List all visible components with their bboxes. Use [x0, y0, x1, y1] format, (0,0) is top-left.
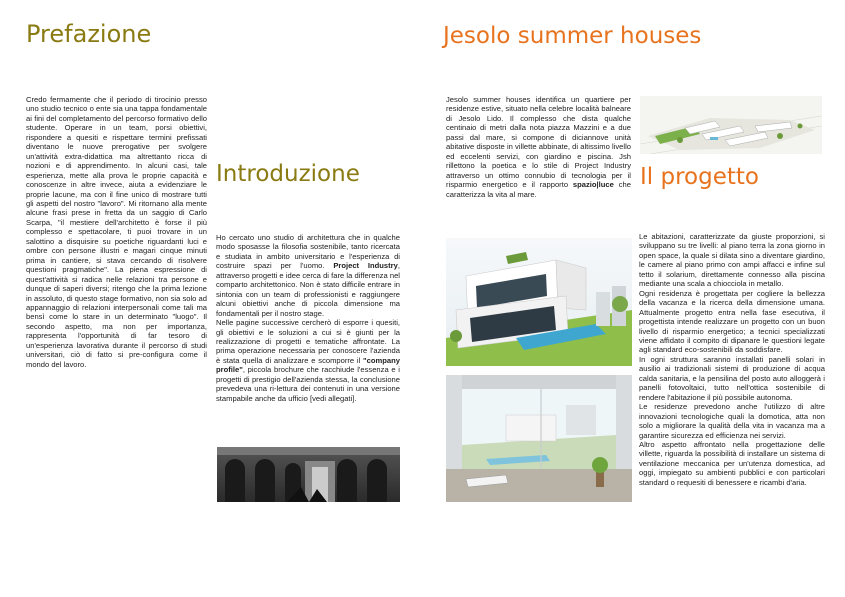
introduction-title: Introduzione — [216, 161, 360, 187]
aerial-site-plan-image — [640, 96, 822, 154]
project-paragraph: Ogni residenza è progettata per cogliere la bellezza della vacanza e la ricerca della dimensione umana. Attualmente progetto entra nella fase esecutiva, il progettista intende realizzare un progetto con un buon livello di risparmio energetico; a tecnici specializzati viene affidato il compito di dipanare le questioni legate agli standard eco-sostenibili da soddisfare. — [639, 288, 825, 355]
preface-text: Credo fermamente che il periodo di tirocinio presso uno studio tecnico o ente sia una tappa fondamentale ai fini del completamento del percorso formativo dello studente. Operare in un team, porsi obiettivi, rispondere a quesiti e rispettare termini prefissati diventano le nuove prerogative per svolgere un'attività extra-didattica ma altrettanto ricca di nozioni e di apprendimento. In alcuni casi, tale esperienza, mette alla prova le proprie capacità e conoscenze in altre invece, aiuta a evidenziare le proprie lacune, ma con il fine unico di mostrare tutti gli aspetti del nostro "lavoro". Mi ritornano alla mente alcune frasi prese in fretta da un saggio di Carlo Scarpa, "il mestiere dell'architetto è forse il più complesso e spettacolare, ti puoi trovare in un salottino a disquisire su poetiche riguardanti luci e ombre con persone illustri e magari cinque minuti prima in cantiere, si stava cercando di risolvere questioni pragmatiche". La piena espressione di quest'attività si radica nelle relazioni tra persone e dunque di saperi diversi; ritengo che la prima lezione in assoluto, di questo stage formativo, non sia solo ad appannaggio di relazioni interpersonali come tali ma bensì come lo stare in un determinato "luogo". Il secondo aspetto, ma non per importanza, rappresenta l'opportunità di far tesoro di un'esperienza lavorativa durante il percorso di studi universitari, ciò di fatto si pre-configura come il mondo del lavoro. — [26, 95, 207, 369]
company-name: Project Industry — [333, 261, 398, 271]
jesolo-title: Jesolo summer houses — [443, 23, 702, 49]
house-exterior-render — [446, 238, 632, 366]
introduction-paragraph-1: Ho cercato uno studio di architettura che in qualche modo sposasse la filosofia sostenibile, tanto ricercata e studiata in ambito universitario e l'esperienza di costruire spazi per l'uomo. Project Industry, attraverso progetti e idee cerca di fare la differenza nel comparto architettonico. Non è stato difficile entrare in sintonia con un team di professionisti e raggiungere alcuni obiettivi anche di piccola dimensione ma fondamentali per il nostro stage. — [216, 233, 400, 318]
company-profile-term: "company profile" — [216, 355, 400, 375]
introduction-text — [216, 233, 400, 403]
project-paragraph: In ogni struttura saranno installati panelli solari in ausilio ai tradizionali sistemi di produzione di acqua calda sanitaria, e la pensilina del posto auto alloggerà i panelli fotovoltaici, tutto nell'ottica sostenibile di rendere l'abitazione il più possibile autonoma. — [639, 354, 825, 402]
introduction-paragraph-2: Nelle pagine successive cercherò di esporre i quesiti, gli obiettivi e le soluzioni a cui si è giunti per la realizzazione di progetti e tematiche affrontate. La prima operazione necessaria per conoscere l'azienda è stata quella di analizzare e scomporre il "company profile", piccola brochure che racchiude l'essenza e i progetti di prestigio dell'azienda stessa, la conclusione prevedeva una ri-lettura dei contenuti in una versione stampabile anche da ufficio [vedi allegati]. — [216, 318, 400, 403]
house-interior-render — [446, 375, 632, 502]
project-paragraph: Le residenze prevedono anche l'utilizzo di altre innovazioni tecnologiche quali la domotica, atta non solo a migliorare la qualità della vita in vacanza ma a garantire sicurezza ed efficienza nei servizi. — [639, 402, 825, 440]
cloister-photo — [217, 447, 400, 502]
project-text — [639, 232, 825, 487]
project-paragraph: Altro aspetto affrontato nella progettazione delle villette, riguarda la possibilità di installare un sistema di ventilazione meccanica per un'utenza domestica, ad oggi, impiegato su ambienti pubblici e con particolari standard o requesiti di benessere e ricambi d'aria. — [639, 439, 825, 487]
project-paragraph: Le abitazioni, caratterizzate da giuste proporzioni, si sviluppano su tre livelli: al piano terra la zona giorno in open space, la quale si dilata sino a diventare giardino, le camere al piano primo con ampi affacci e infine sul tetto il solarium, direttamente connesso alla piscina mediante una scala a chiocciola in metallo. — [639, 232, 825, 289]
jesolo-intro-text: Jesolo summer houses identifica un quartiere per residenze estive, situato nella celebre località balneare di Jesolo Lido. Il complesso che dista qualche centinaio di metri dalla nota piazza Mazzini e a due passi dal mare, si compone di diciannove unità abitative disposte in villette abbinate, di altissimo livello ed eccelenti servizi, con giardino e piscina. Jsh rillettono la poetica e lo stile di Project Industry attraverso un ottimo connubio di tecnologia per il risparmio energetico e il rapporto spazio|luce che caratterizza la vita al mare. — [446, 95, 631, 199]
preface-title: Prefazione — [26, 20, 152, 48]
project-title: Il progetto — [640, 164, 759, 190]
space-light-term: spazio|luce — [572, 180, 614, 190]
